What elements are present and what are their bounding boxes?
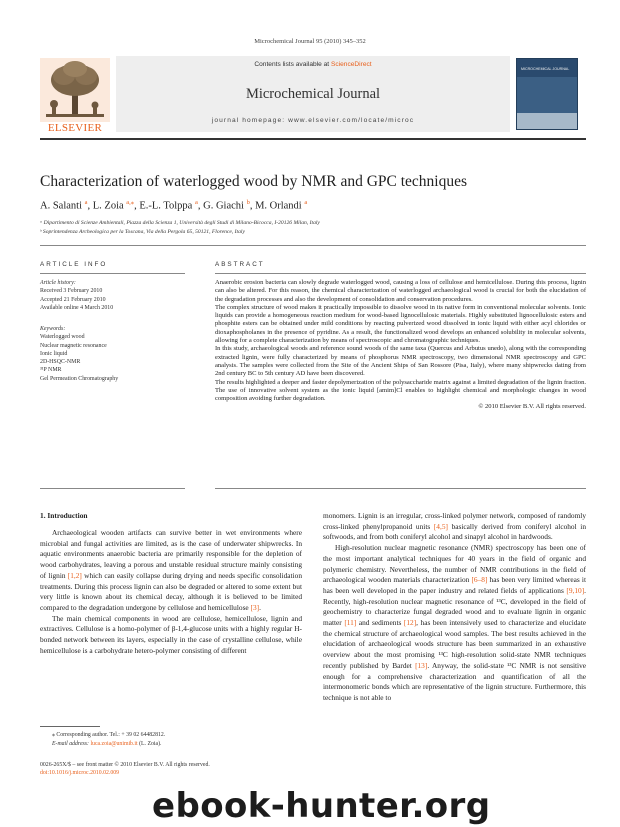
cover-stripe [517,113,577,129]
body-text: monomers. Lignin is an irregular, cross-linked polymer network, composed of randomly cross-linked phenylpropanoid units [323,511,586,531]
email-suffix: (L. Zoia). [137,740,162,747]
body-text: . Recently, high-resolution nuclear magnetic resonance of ¹³C, developed in the field of geochemistry to characterize fungal degraded wood and to evaluate lignin in organic matter [323,585,586,628]
keyword-item: Nuclear magnetic resonance [40,342,107,349]
publisher-name: ELSEVIER [47,122,103,134]
footnote-rule [40,726,100,727]
author-affiliation-mark[interactable]: b [246,199,250,206]
contents-line [116,61,510,68]
body-paragraph [40,528,302,614]
article-title: Characterization of waterlogged wood by NMR and GPC techniques [40,173,468,190]
journal-cover-thumbnail [516,58,578,130]
body-text: The main chemical components in wood are cellulose, hemicellulose, lignin and extractives. Cellulose is a homo-polymer of β-1,4-glucose units with a highly regular H-bonded network between its layers, especially in the case of crystalline cellulose, while hemicellulose is a carbohydrate hetero-polymer consisting of different [40,613,302,655]
abstract-paragraph: Anaerobic erosion bacteria can slowly degrade waterlogged wood, causing a loss of cellulose and hemicellulose. During this process, lignin can also be altered. For this reason, the chemical characterization of waterlogged archaeological wood is crucial for both the elucidation of the degradation processes and also the development of consolidation and conservation procedures. [215,279,586,303]
contents-prefix: Contents lists available at [254,61,331,68]
footnote [52,731,302,748]
body-text: Archaeological wooden artifacts can survive better in wet environments where microbial and fungal activities are limited, as is the case of underwater shipwrecks. In aquatic environments anaerobic bacteria are primarily responsible for the depletion of wood carbohydrates, leaving a porous and unstable residual structure mainly consisting of lignin [40,528,302,580]
citation-link[interactable]: [6–8] [471,575,488,585]
abstract-paragraph: The complex structure of wood makes it practically impossible to dissolve wood in its native form in conventional molecular solvents. Ionic liquids can provide a homogeneous reaction medium for wood-based lignocellulosic materials. Highly substituted lignocellulosic esters and phosphite esters can be obtained under mild conditions by reacting pulverized wood dissolved in ionic liquid with either acyl chlorides or dioxaphospholanes in the presence of pyridine. As a result, the functionalized wood develops an enhanced solubility in molecular solvents, allowing for a complete characterization by means of spectroscopic and chromatographic techniques. [215,303,586,345]
history-label: Article history: [40,280,76,286]
author-separator: , [87,200,93,212]
author-name: A. Salanti [40,200,85,212]
body-column-left [40,528,302,656]
history-received: Received 3 February 2010 [40,288,103,295]
author-name: L. Zoia [92,200,127,212]
introduction-heading: 1. Introduction [40,511,88,520]
journal-title: Microchemical Journal [245,86,381,102]
journal-reference: Microchemical Journal 95 (2010) 345–352 [254,38,366,45]
history-accepted: Accepted 21 February 2010 [40,296,106,303]
cover-title: MICROCHEMICAL JOURNAL [521,67,570,71]
citation-link[interactable]: [4,5] [433,521,448,531]
author-affiliation-mark[interactable]: a [304,199,308,206]
author-separator: , [134,200,140,212]
body-text: has been very limited whereas it has been well developed in the paper industry and related fields of applications [323,575,586,595]
body-text: High-resolution nuclear magnetic resonance (NMR) spectroscopy has been one of the most important analytical techniques for 40 years in the field of organic and polymeric chemistry. Nevertheless, the number of NMR contributions in the field of archaeological wooden materials characterization [323,543,586,585]
author-name: E.-L. Tolppa [139,200,195,212]
article-info-bottom-rule [40,488,185,489]
author-name: M. Orlandi [255,200,305,212]
keywords-block [40,325,185,383]
citation-link[interactable]: [11] [344,618,357,628]
author-separator: , [249,200,256,212]
citation-link[interactable]: [12] [403,618,417,628]
body-paragraph [323,511,586,543]
issn-block [40,761,302,778]
keywords-label: Keywords: [40,326,66,332]
sciencedirect-link[interactable]: ScienceDirect [330,61,372,68]
author-separator: , [197,200,204,212]
keyword-item: 2D-HSQC-NMR [40,359,81,366]
article-info-rule [40,273,185,274]
keyword-item: ³¹P NMR [40,367,62,374]
watermark-text: ebook-hunter.org [152,786,491,826]
citation-link[interactable]: [3] [250,602,260,612]
email-line [52,740,302,749]
author-list [40,198,586,212]
affiliation-b: ᵇ Soprintendenza Archeologica per la Toscana, Via della Pergola 65, 50121, Florence, Italy [40,229,245,235]
citation-link[interactable]: [9,10] [566,585,585,595]
author-affiliation-mark[interactable]: a,⁎ [126,199,135,206]
corresponding-author: ⁎ Corresponding author. Tel.: + 39 02 64482812. [52,732,166,738]
citation-link[interactable]: [1,2] [67,570,82,580]
masthead [40,56,586,136]
email-link[interactable]: luca.zoia@unimib.it [90,740,138,747]
affiliation-a: ᵃ Dipartimento di Scienze Ambientali, Piazza della Scienza 1, Università degli Studi di Milano-Bicocca, I-20126 Milan, Italy [40,220,320,226]
abstract-rule [215,273,586,274]
body-text: , has been intensively used to characterize and elucidate the chemical structure of archaeological wood samples. The best results achieved in the elucidation of archaeological woods structure has been summarized in an exhaustive overview about the most promising ¹³C high-resolution solid-state NMR techniques recently published by Bardet [323,618,586,670]
abstract-copyright: © 2010 Elsevier B.V. All rights reserved. [478,403,586,411]
body-text: basically derived from coniferyl alcohol in softwoods, and from both coniferyl alcohol and sinapyl alcohol in hardwoods. [323,521,586,542]
doi-link[interactable]: doi:10.1016/j.microc.2010.02.009 [40,770,120,777]
article-history [40,279,185,312]
abstract-heading: ABSTRACT [215,261,265,268]
section-divider [40,245,586,246]
abstract-bottom-rule [215,488,586,489]
author-affiliation-mark[interactable]: a [194,199,198,206]
header-rule [40,138,586,140]
author-name: G. Giachi [203,200,247,212]
body-text: and sediments [356,618,404,628]
body-text: . Anyway, the solid-state ¹³C NMR is not sensitive enough for a comprehensive characterization and quantification of all the intermonomeric bonds which are representative of the lignin structure. Furthermore, this technique is not able to [323,660,587,702]
article-info-heading: ARTICLE INFO [40,261,108,268]
abstract-paragraph: The results highlighted a deeper and faster depolymerization of the polysaccharide matrix against a limited degradation of the lignin fraction. The use of innovative solvent system as the ionic liquid [amim]Cl enables to highlight chemical and morphologic changes in wood composition avoiding further degradation. [215,378,586,403]
abstract-paragraph: In this study, archaeological woods and reference sound woods of the same taxa (Quercus and Arbutus unedo), along with the corresponding extracted lignin, were fully characterized by means of phosphorus NMR spectroscopy, two dimensional NMR spectroscopy and GPC analysis. The samples were collected from the Site of the Ancient Ships of San Rossore (Pisa, Italy), where many shipwrecks dating from 2nd century BC to 5th century AD have been discovered. [215,345,586,378]
journal-homepage[interactable]: journal homepage: www.elsevier.com/locate/microc [211,117,415,124]
keyword-item: Gel Permeation Chromatography [40,375,119,382]
body-text: . [259,602,261,612]
body-text: which can easily collapse during drying and needs specific consolidation treatments. During this process lignin can also be degraded or altered to some extent but very little is known about its chemical decay, although it is believed to be limited compared to the degradation undergone by cellulose and hemicellulose [40,570,302,612]
abstract-body [215,279,586,412]
journal-header-box [116,56,510,132]
keyword-item: Waterlogged wood [40,334,85,341]
keyword-item: Ionic liquid [40,350,68,357]
citation-link[interactable]: [13] [415,660,428,670]
author-affiliation-mark[interactable]: a [84,199,88,206]
body-column-right [323,511,586,704]
issn-line: 0026-265X/$ – see front matter © 2010 Elsevier B.V. All rights reserved. [40,762,210,768]
body-paragraph [40,614,302,657]
email-label: E-mail address: [52,740,89,747]
body-paragraph [323,543,586,704]
history-online: Available online 4 March 2010 [40,304,114,311]
